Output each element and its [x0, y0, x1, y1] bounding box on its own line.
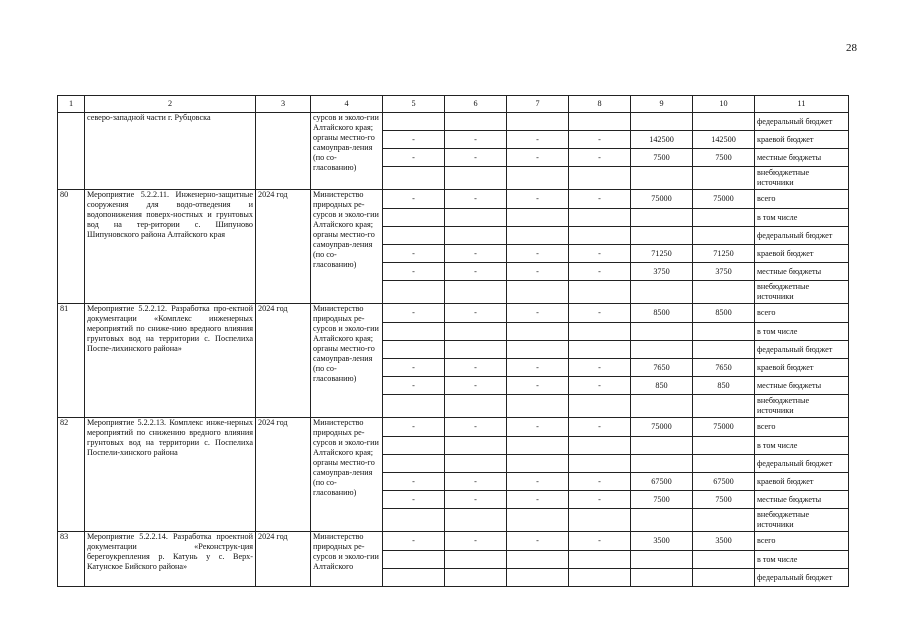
- value-cell: 3500: [631, 532, 693, 551]
- value-cell: [445, 281, 507, 304]
- value-cell: 3750: [631, 263, 693, 281]
- measure-name-cell: Мероприятие 5.2.2.12. Разработка про-ектной документации «Комплекс инженерных мероприятий по сниже-нию вредного влияния грунтовых вод на территории с. Поспелиха Поспе-лихинского района»: [85, 304, 256, 418]
- value-cell: -: [383, 149, 445, 167]
- value-cell: [507, 509, 569, 532]
- value-cell: [693, 209, 755, 227]
- value-cell: [383, 437, 445, 455]
- value-cell: [693, 281, 755, 304]
- table-row: [58, 113, 849, 131]
- value-cell: -: [383, 491, 445, 509]
- value-cell: 75000: [631, 190, 693, 209]
- source-label-cell: местные бюджеты: [755, 491, 849, 509]
- value-cell: [507, 395, 569, 418]
- value-cell: [569, 341, 631, 359]
- value-cell: -: [507, 418, 569, 437]
- value-cell: -: [569, 491, 631, 509]
- value-cell: [507, 227, 569, 245]
- value-cell: -: [445, 418, 507, 437]
- value-cell: -: [445, 149, 507, 167]
- value-cell: [383, 509, 445, 532]
- value-cell: -: [507, 131, 569, 149]
- value-cell: [507, 455, 569, 473]
- value-cell: [631, 209, 693, 227]
- value-cell: [631, 569, 693, 587]
- value-cell: [569, 569, 631, 587]
- value-cell: [383, 323, 445, 341]
- header-cell: 11: [755, 96, 849, 113]
- value-cell: -: [445, 245, 507, 263]
- value-cell: [631, 395, 693, 418]
- value-cell: [445, 455, 507, 473]
- executor-cell: Министерство природных ре-сурсов и эколо-гии Алтайского края; органы местно-го самоуправ-ления (по со-гласованию): [311, 418, 383, 532]
- value-cell: -: [445, 263, 507, 281]
- value-cell: -: [383, 532, 445, 551]
- executor-cell: сурсов и эколо-гии Алтайского края; органы местно-го самоуправ-ления (по со-гласованию): [311, 113, 383, 190]
- value-cell: [383, 455, 445, 473]
- table-row: [58, 532, 849, 551]
- value-cell: -: [507, 473, 569, 491]
- value-cell: [569, 455, 631, 473]
- header-cell: 7: [507, 96, 569, 113]
- value-cell: -: [383, 304, 445, 323]
- value-cell: -: [383, 131, 445, 149]
- header-cell: 4: [311, 96, 383, 113]
- source-label-cell: федеральный бюджет: [755, 113, 849, 131]
- value-cell: [383, 113, 445, 131]
- value-cell: [693, 509, 755, 532]
- year-cell: 2024 год: [256, 532, 311, 587]
- value-cell: [507, 437, 569, 455]
- header-cell: 6: [445, 96, 507, 113]
- value-cell: [445, 395, 507, 418]
- source-label-cell: федеральный бюджет: [755, 455, 849, 473]
- value-cell: 75000: [693, 190, 755, 209]
- value-cell: 3500: [693, 532, 755, 551]
- header-cell: 2: [85, 96, 256, 113]
- row-number-cell: 83: [58, 532, 85, 587]
- value-cell: [569, 281, 631, 304]
- page-number: 28: [846, 42, 857, 54]
- year-cell: [256, 113, 311, 190]
- executor-cell: Министерство природных ре-сурсов и эколо-гии Алтайского: [311, 532, 383, 587]
- value-cell: -: [383, 263, 445, 281]
- value-cell: [507, 323, 569, 341]
- value-cell: [569, 323, 631, 341]
- value-cell: [445, 113, 507, 131]
- table-row: [58, 304, 849, 323]
- value-cell: [445, 569, 507, 587]
- value-cell: [507, 209, 569, 227]
- value-cell: -: [507, 359, 569, 377]
- source-label-cell: в том числе: [755, 437, 849, 455]
- value-cell: [631, 437, 693, 455]
- value-cell: [445, 209, 507, 227]
- value-cell: [383, 395, 445, 418]
- value-cell: 142500: [631, 131, 693, 149]
- value-cell: -: [445, 491, 507, 509]
- source-label-cell: в том числе: [755, 209, 849, 227]
- value-cell: 7500: [693, 491, 755, 509]
- value-cell: [445, 437, 507, 455]
- table-row: [58, 190, 849, 209]
- table-header-row: [58, 96, 849, 113]
- source-label-cell: местные бюджеты: [755, 377, 849, 395]
- value-cell: [693, 395, 755, 418]
- value-cell: 3750: [693, 263, 755, 281]
- source-label-cell: краевой бюджет: [755, 245, 849, 263]
- table-row: [58, 418, 849, 437]
- source-label-cell: внебюджетные источники: [755, 281, 849, 304]
- value-cell: 7650: [631, 359, 693, 377]
- value-cell: [383, 167, 445, 190]
- header-cell: 1: [58, 96, 85, 113]
- source-label-cell: всего: [755, 532, 849, 551]
- value-cell: [569, 509, 631, 532]
- source-label-cell: краевой бюджет: [755, 473, 849, 491]
- value-cell: -: [383, 418, 445, 437]
- value-cell: [693, 569, 755, 587]
- row-number-cell: 81: [58, 304, 85, 418]
- header-cell: 9: [631, 96, 693, 113]
- value-cell: -: [569, 190, 631, 209]
- value-cell: [569, 395, 631, 418]
- value-cell: -: [569, 377, 631, 395]
- value-cell: [693, 551, 755, 569]
- value-cell: 850: [631, 377, 693, 395]
- value-cell: [569, 167, 631, 190]
- value-cell: [445, 227, 507, 245]
- value-cell: -: [445, 473, 507, 491]
- value-cell: 7500: [631, 149, 693, 167]
- source-label-cell: федеральный бюджет: [755, 227, 849, 245]
- value-cell: [445, 341, 507, 359]
- value-cell: [693, 323, 755, 341]
- value-cell: -: [383, 190, 445, 209]
- value-cell: [383, 227, 445, 245]
- value-cell: [631, 551, 693, 569]
- value-cell: -: [445, 304, 507, 323]
- value-cell: [445, 323, 507, 341]
- value-cell: [569, 209, 631, 227]
- value-cell: 75000: [631, 418, 693, 437]
- value-cell: 71250: [693, 245, 755, 263]
- value-cell: -: [569, 131, 631, 149]
- value-cell: -: [507, 190, 569, 209]
- value-cell: -: [445, 190, 507, 209]
- value-cell: 7500: [693, 149, 755, 167]
- source-label-cell: федеральный бюджет: [755, 569, 849, 587]
- source-label-cell: в том числе: [755, 323, 849, 341]
- value-cell: -: [383, 359, 445, 377]
- value-cell: [569, 227, 631, 245]
- value-cell: [507, 341, 569, 359]
- value-cell: [631, 323, 693, 341]
- header-cell: 5: [383, 96, 445, 113]
- source-label-cell: краевой бюджет: [755, 131, 849, 149]
- header-cell: 8: [569, 96, 631, 113]
- row-number-cell: [58, 113, 85, 190]
- value-cell: 8500: [693, 304, 755, 323]
- executor-cell: Министерство природных ре-сурсов и эколо-гии Алтайского края; органы местно-го самоуправ-ления (по со-гласованию): [311, 304, 383, 418]
- value-cell: [383, 281, 445, 304]
- source-label-cell: в том числе: [755, 551, 849, 569]
- value-cell: -: [507, 491, 569, 509]
- value-cell: -: [507, 377, 569, 395]
- value-cell: -: [569, 473, 631, 491]
- source-label-cell: местные бюджеты: [755, 149, 849, 167]
- value-cell: [507, 281, 569, 304]
- value-cell: [569, 551, 631, 569]
- value-cell: -: [507, 304, 569, 323]
- value-cell: [445, 509, 507, 532]
- source-label-cell: внебюджетные источники: [755, 395, 849, 418]
- value-cell: -: [383, 377, 445, 395]
- value-cell: [383, 209, 445, 227]
- header-cell: 3: [256, 96, 311, 113]
- source-label-cell: краевой бюджет: [755, 359, 849, 377]
- value-cell: -: [569, 245, 631, 263]
- value-cell: -: [507, 532, 569, 551]
- value-cell: [631, 281, 693, 304]
- value-cell: [507, 551, 569, 569]
- measure-name-cell: Мероприятие 5.2.2.13. Комплекс инже-нерных мероприятий по снижению вредного влияния грунтовых вод на территории с. Поспелиха Поспели-хинского района: [85, 418, 256, 532]
- year-cell: 2024 год: [256, 304, 311, 418]
- value-cell: -: [445, 377, 507, 395]
- value-cell: -: [445, 131, 507, 149]
- value-cell: [693, 227, 755, 245]
- value-cell: -: [569, 418, 631, 437]
- value-cell: [383, 341, 445, 359]
- source-label-cell: внебюджетные источники: [755, 509, 849, 532]
- year-cell: 2024 год: [256, 190, 311, 304]
- value-cell: -: [569, 532, 631, 551]
- value-cell: -: [445, 359, 507, 377]
- value-cell: [693, 437, 755, 455]
- value-cell: -: [507, 263, 569, 281]
- value-cell: [445, 167, 507, 190]
- value-cell: [445, 551, 507, 569]
- measure-name-cell: Мероприятие 5.2.2.11. Инженерно-защитные сооружения для водо-отведения и водопонижения поверх-ностных и грунтовых вод на тер-ритории с. Шипуново Шипуновского района Алтайского края: [85, 190, 256, 304]
- value-cell: 142500: [693, 131, 755, 149]
- executor-cell: Министерство природных ре-сурсов и эколо-гии Алтайского края; органы местно-го самоуправ-ления (по со-гласованию): [311, 190, 383, 304]
- program-table: [57, 95, 849, 587]
- row-number-cell: 80: [58, 190, 85, 304]
- value-cell: -: [383, 245, 445, 263]
- value-cell: -: [569, 149, 631, 167]
- value-cell: [631, 113, 693, 131]
- value-cell: [507, 113, 569, 131]
- source-label-cell: местные бюджеты: [755, 263, 849, 281]
- value-cell: [693, 113, 755, 131]
- value-cell: 7500: [631, 491, 693, 509]
- value-cell: [569, 437, 631, 455]
- value-cell: [631, 227, 693, 245]
- source-label-cell: всего: [755, 304, 849, 323]
- value-cell: 67500: [693, 473, 755, 491]
- value-cell: -: [383, 473, 445, 491]
- value-cell: [507, 167, 569, 190]
- value-cell: -: [569, 304, 631, 323]
- value-cell: [507, 569, 569, 587]
- value-cell: -: [569, 263, 631, 281]
- source-label-cell: внебюджетные источники: [755, 167, 849, 190]
- value-cell: 7650: [693, 359, 755, 377]
- value-cell: -: [569, 359, 631, 377]
- value-cell: -: [507, 149, 569, 167]
- header-cell: 10: [693, 96, 755, 113]
- value-cell: [569, 113, 631, 131]
- value-cell: [631, 509, 693, 532]
- value-cell: [631, 455, 693, 473]
- measure-name-cell: северо-западной части г. Рубцовска: [85, 113, 256, 190]
- measure-name-cell: Мероприятие 5.2.2.14. Разработка проектной документации «Реконструк-ция берегоукрепления р. Катунь у с. Верх-Катунское Бийского района»: [85, 532, 256, 587]
- source-label-cell: всего: [755, 190, 849, 209]
- value-cell: [693, 455, 755, 473]
- value-cell: [693, 167, 755, 190]
- source-label-cell: всего: [755, 418, 849, 437]
- source-label-cell: федеральный бюджет: [755, 341, 849, 359]
- row-number-cell: 82: [58, 418, 85, 532]
- value-cell: [383, 569, 445, 587]
- value-cell: [631, 341, 693, 359]
- value-cell: 71250: [631, 245, 693, 263]
- value-cell: 850: [693, 377, 755, 395]
- value-cell: [383, 551, 445, 569]
- value-cell: [631, 167, 693, 190]
- value-cell: 75000: [693, 418, 755, 437]
- value-cell: [693, 341, 755, 359]
- value-cell: 67500: [631, 473, 693, 491]
- value-cell: -: [507, 245, 569, 263]
- value-cell: 8500: [631, 304, 693, 323]
- year-cell: 2024 год: [256, 418, 311, 532]
- value-cell: -: [445, 532, 507, 551]
